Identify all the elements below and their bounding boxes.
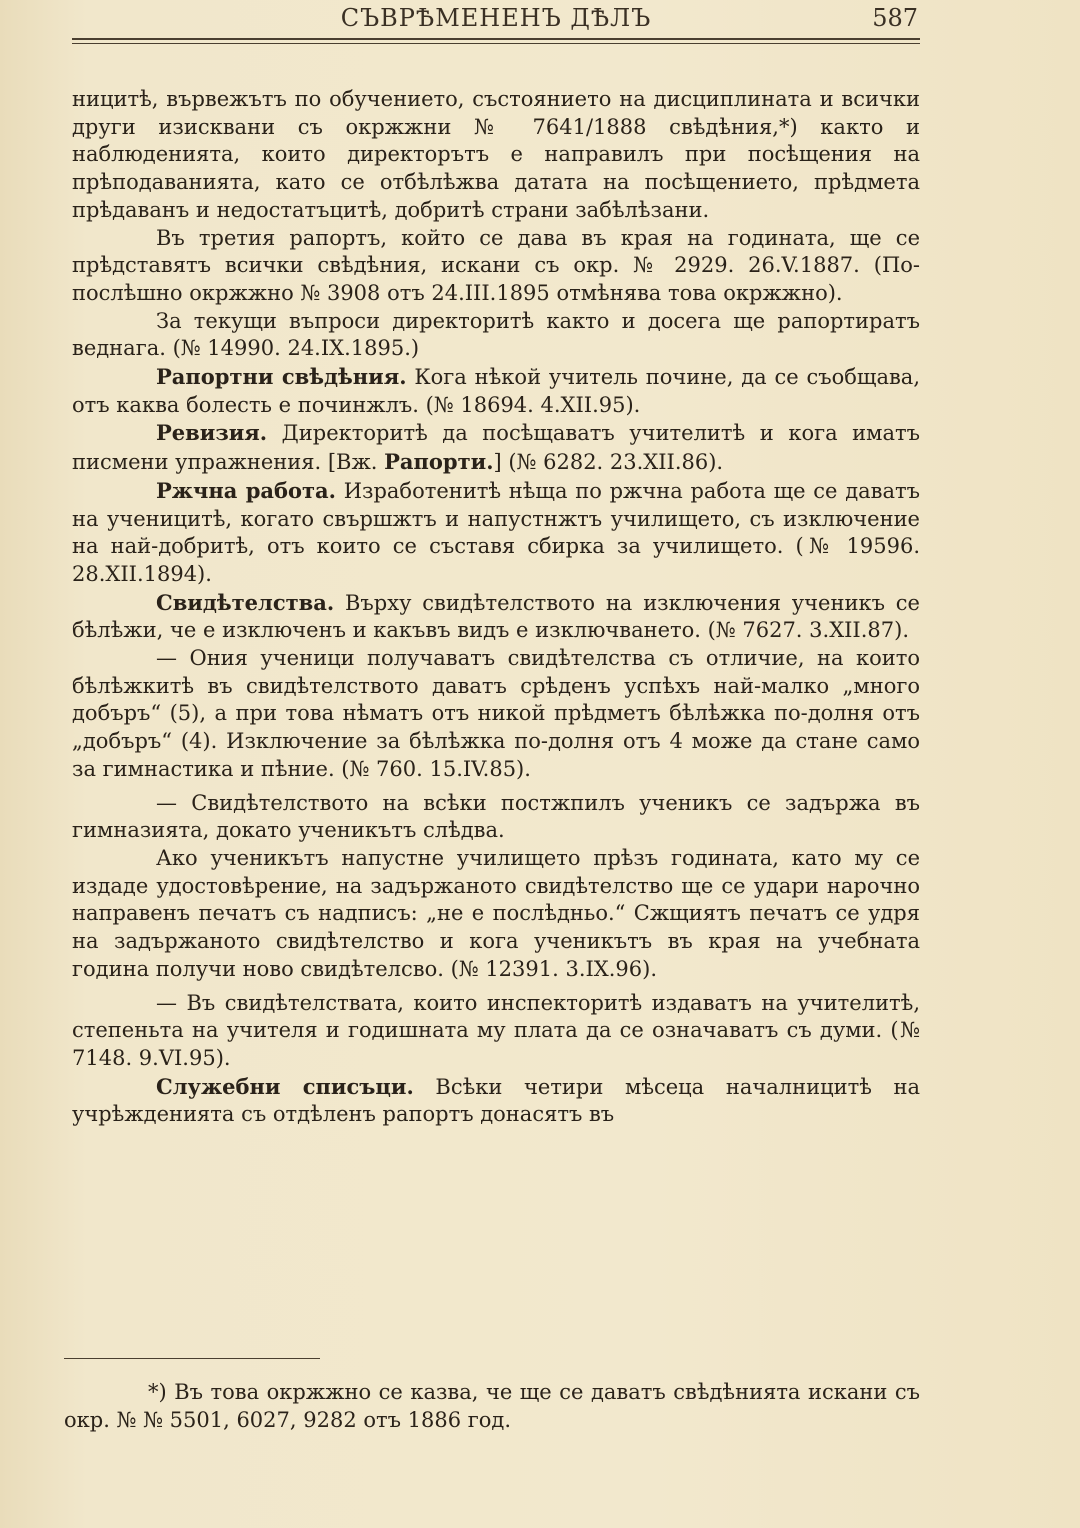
paragraph-1 — [72, 86, 920, 225]
section-heading: Служебни списъци. — [156, 1073, 414, 1099]
paragraph-11 — [72, 990, 920, 1073]
paragraph-text: — Въ свидѣтелствата, които инспекторитѣ издаватъ на учителитѣ, степеньта на учителя и годишната му плата да се означаватъ съ думи. (№ 7148. 9.VI.95). — [72, 990, 920, 1070]
footnote — [64, 1378, 920, 1434]
paragraph-text: Върху свидѣтелството на изключения ученикъ се бѣлѣжи, че е изключенъ и какъвъ видъ е изключването. (№ 7627. 3.XII.87). — [72, 590, 920, 643]
cross-reference: Рапорти. — [384, 449, 494, 475]
footnote-rule — [64, 1358, 320, 1359]
paragraph-9 — [72, 790, 920, 845]
body-text — [72, 86, 920, 1129]
paragraph-text: ницитѣ, вървежътъ по обучението, състоянието на дисциплината и всички други изисквани съ окржжни № 7641/1888 свѣдѣния,*) както и наблюденията, които директорътъ е направилъ при посѣщения на прѣподаванията, като се отбѣлѣжва датата на посѣщението, прѣдмета прѣдаванъ и недостатъцитѣ, добритѣ страни забѣлѣзани. — [72, 87, 920, 222]
paragraph-text: Кога нѣкой учитель почине, да се съобщава, отъ каква болесть е починжлъ. (№ 18694. 4.XII.95). — [72, 365, 920, 417]
section-heading: Рапортни свѣдѣния. — [156, 364, 407, 390]
paragraph-text: Всѣки четири мѣсеца началницитѣ на учрѣжденията съ отдѣленъ рапортъ донасятъ въ — [72, 1074, 921, 1127]
paragraph-5 — [72, 419, 920, 476]
paragraph-text: — Свидѣтелството на всѣки постжпилъ ученикъ се задържа въ гимназията, докато ученикътъ слѣдва. — [72, 790, 920, 843]
paragraph-6 — [72, 477, 920, 589]
header-rule — [72, 38, 920, 40]
paragraph-4 — [72, 363, 920, 419]
footnote-text: *) Въ това окржжно се казва, че ще се даватъ свѣдѣнията искани съ окр. № № 5501, 6027, 9282 отъ 1886 год. — [64, 1380, 920, 1432]
running-title: СЪВРѢМЕНЕНЪ ДѢЛЪ — [340, 4, 652, 32]
paragraph-text: Въ третия рапортъ, който се дава въ края на годината, ще се прѣдставятъ всички свѣдѣния, искани съ окр. № 2929. 26.V.1887. (По-послѣшно окржжно № 3908 отъ 24.III.1895 отмѣнява това окржжно). — [72, 225, 920, 305]
paragraph-text: За текущи въпроси директоритѣ както и досега ще рапортиратъ веднага. (№ 14990. 24.IX.1895.) — [72, 308, 920, 361]
header-rule-thin — [72, 43, 920, 44]
paragraph-text: Изработенитѣ нѣща по ржчна работа ще се даватъ на ученицитѣ, когато свършжтъ и напустнжтъ училището, съ изключение на най-добритѣ, отъ които се съставя сбирка за училището. (№ 19596. 28.XII.1894). — [72, 478, 920, 586]
paragraph-8 — [72, 645, 920, 784]
paragraph-text: Директоритѣ да посѣщаватъ учителитѣ и кога иматъ писмени упражнения. [Вж. — [72, 421, 920, 475]
paragraph-text: — Ония ученици получаватъ свидѣтелства съ отличие, на които бѣлѣжкитѣ въ свидѣтелството даватъ срѣденъ успѣхъ най-малко „много добъръ“ (5), а при това нѣматъ отъ никой прѣдметъ бѣлѣжка по-долня отъ „добъръ“ (4). Изключение за бѣлѣжка по-долня отъ 4 може да стане само за гимнастика и пѣние. (№ 760. 15.IV.85). — [72, 646, 920, 781]
paragraph-text: Ако ученикътъ напустне училището прѣзъ годината, като му се издаде удостовѣрение, на задържаното свидѣтелство ще се удари нарочно направенъ печатъ съ надписъ: „не е послѣдньо.“ Сжщиятъ печатъ се удря на задържаното свидѣтелство и кога ученикътъ въ края на учебната година получи ново свидѣтелсво. (№ 12391. 3.IX.96). — [72, 845, 920, 981]
section-heading: Ржчна работа. — [156, 477, 336, 503]
paragraph-2 — [72, 225, 920, 308]
paragraph-10 — [72, 845, 920, 984]
paragraph-7 — [72, 589, 920, 645]
paragraph-text: ] (№ 6282. 23.XII.86). — [493, 450, 724, 475]
section-heading: Ревизия. — [156, 420, 268, 446]
paragraph-12 — [72, 1073, 920, 1129]
page-number: 587 — [872, 4, 918, 32]
paragraph-3 — [72, 308, 920, 363]
page-header — [72, 4, 920, 36]
section-heading: Свидѣтелства. — [156, 589, 335, 615]
